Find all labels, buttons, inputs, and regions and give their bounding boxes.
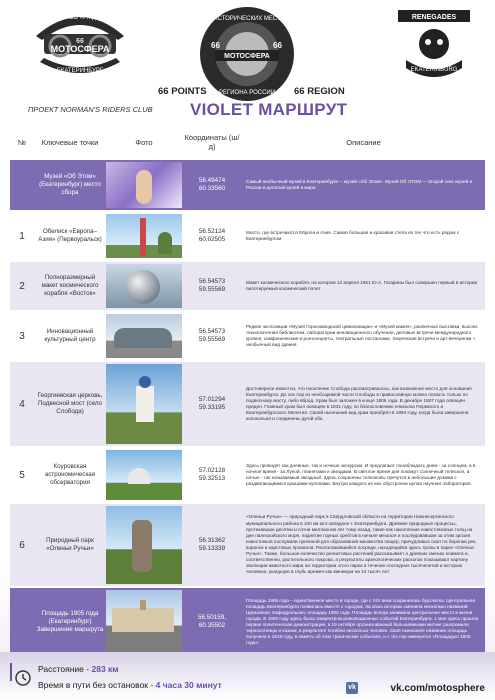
historical-places-logo bbox=[197, 4, 297, 104]
row-name: Коуровская астрономическая обсерватория bbox=[44, 462, 96, 487]
header-coords: Координаты (ш/д) bbox=[184, 133, 240, 151]
row-desc: Площадь 1905 года – единственное место в городе, где с XIX века сохранилась брусчатка. Центральная площадь Екатеринбурга появилась вместе с городом. За свою историю сменила несколько названий: Церковная, Кафедральная, площадь 1905 года. Площадь всегда занимала центральное место в жизни города. В 1905 году здесь была эпицентром революционных событий Екатеринбурга. 1 мая здесь прошла первая политическая демонстрация, в 19 октября организованный большевиками митинг разгромили черносотенцы и казаки, в результате погибли несколько человек. Своё нынешнее название площадь получила в 1919 году, в память об этих трагических событиях, и с тех пор именуется «Площадью 1905 года». bbox=[246, 597, 479, 646]
cultural-center-photo bbox=[106, 314, 182, 358]
motosphere-logo bbox=[30, 6, 130, 80]
row-number bbox=[10, 160, 34, 210]
row-coords: 57.01294 59.33195 bbox=[198, 395, 226, 411]
project-title: ПРОЕКТ NORMAN'S RIDERS CLUB bbox=[28, 105, 153, 114]
row-desc: Макет космического корабля, на котором 12 апреля 1961 Ю.А. Гагарины был совершен первый в истории пилотируемый космический полет bbox=[246, 279, 478, 291]
row-name: Инновационный культурный центр bbox=[44, 327, 96, 343]
table-row bbox=[10, 504, 485, 586]
row-photo bbox=[106, 588, 182, 656]
row-coords: 56.54573 59.55569 bbox=[198, 327, 226, 343]
vk-icon: vk bbox=[346, 682, 358, 694]
park-photo bbox=[106, 506, 182, 584]
obelisk-photo bbox=[106, 214, 182, 258]
row-name: Георгиевская церковь, Подвесной мост (село Слобода) bbox=[37, 391, 103, 416]
row-coords: 56.54573 59.55569 bbox=[198, 277, 226, 293]
row-photo bbox=[106, 262, 182, 310]
table-row bbox=[10, 362, 485, 446]
table-row bbox=[10, 160, 485, 210]
row-desc: Самый необычный музей в Екатеринбурге – музей «Об Этом». Музей Об ЭТОМ — второй секс музей в России и десятый музей в мире. bbox=[246, 178, 473, 190]
header-desc: Описание bbox=[346, 137, 381, 147]
time-line bbox=[38, 680, 222, 690]
row-number: 4 bbox=[19, 398, 25, 410]
row-name: Природный парк «Оленьи Ручьи» bbox=[46, 536, 94, 552]
row-coords: 56.31362 59.13339 bbox=[198, 536, 226, 552]
logo-center-top-text: ИСТОРИЧЕСКИХ МЕСТ bbox=[213, 16, 281, 22]
row-photo bbox=[106, 362, 182, 446]
museum-photo bbox=[106, 162, 182, 208]
square-photo bbox=[106, 590, 182, 654]
row-number: 5 bbox=[19, 469, 25, 481]
renegades-logo bbox=[392, 6, 476, 80]
table-row bbox=[10, 312, 485, 360]
table-row bbox=[10, 588, 485, 656]
row-desc: Достоверное известно, что поселение Слобода рассматривалось, как возможное место для основания Екатеринбурга. До сих пор из необозримой части Слободы в православную можно попасть только по подвесному мосту, либо вброд. Храм был заложен в конце 1806 года. В декабре 1807 года освящён придел. Главный храм был освящён в 1831 году, по благословению епископа Пермского и Екатеринбургского Мелетия. Своей нынешний вид храм приобрёл в 1894 году, когда была завершена колокольня и соединены дугой оба bbox=[246, 385, 472, 422]
row-desc: Редкие экспозиции «Музей Горнозаводской цивилизации» и «Музей камня», различные выставки, высоко технологичная библиотека, лаборатории инновационного обучения, деловые встречи международного уровня, симфонические и рок-концерты, театральные постановки, творческие встречи и арт-вечеринки + необычный вид здания. bbox=[246, 323, 478, 348]
observatory-photo bbox=[106, 450, 182, 500]
table-row bbox=[10, 262, 485, 310]
time-label: Время в пути без остановок - bbox=[38, 680, 154, 690]
logo-left-top-text: СРОО «РМД» bbox=[60, 15, 100, 21]
row-name: Музей «Об Этом» (Екатеринбург) место сбора bbox=[39, 172, 101, 197]
row-desc: «Оленьи Ручьи» — природный парк в Свердловской области на территории Нижнесергинского муниципального района в 100 км юго-западнее г. Екатеринбурга. Древние природные процессы, протекавшие десятки и сотни миллионов лет тому назад, такие как накопление известняковых толщ на дне палеозойского моря, поднятие горных хребтов в начале мезозоя и последовавшая за этим эрозия известняков послужили причиной для образования множества пещер, причудливых скал по берегам рек, воронок и карстовых провалов. Расположившийся посреди, находящийся здесь тропы в парке «Оленьи Ручьи». Также, большое количество реликтовых растений рассказывает о древних сменах климата и, соответственно, растительного покрова, а результаты археологических раскопок показывают картину эволюции животного мира на территории этого парка в течение последних тысячелетий и историю человека, ушедшую в глубь времен как минимум на 14 тысяч лет. bbox=[246, 514, 477, 575]
row-number: 1 bbox=[19, 230, 25, 242]
table-header bbox=[10, 126, 485, 158]
row-desc: Здесь проводят как дневные, так и ночные экскурсии. И предлагают понаблюдать днем - за солнцем, а в ночное время - за Луной, планетами и звездами. В светлое время дня покажут солнечный телескоп, а ночью - так называемый звездный. Здесь сохранены телескопы прячутся в небольшие домики с раздвигающимися крышами-куполами. Внутри каждого из них обустроена целая научная лаборатория. bbox=[246, 462, 476, 487]
row-photo bbox=[106, 504, 182, 586]
footer-accent-bar bbox=[10, 663, 12, 681]
row-coords: 56.52124 60.02505 bbox=[198, 227, 226, 243]
row-name: Площадь 1905 года (Екатеринбург) Завершение маршрута bbox=[36, 609, 104, 634]
row-photo bbox=[106, 212, 182, 260]
distance-value: 283 км bbox=[91, 664, 119, 674]
row-photo bbox=[106, 160, 182, 210]
row-number: 2 bbox=[19, 280, 25, 292]
row-coords: 57.02128 59.32513 bbox=[198, 466, 226, 482]
distance-label: Расстояние - bbox=[38, 664, 90, 674]
time-value: 4 часа 30 минут bbox=[155, 680, 222, 690]
row-name: Полноразмерный макет космического корабля «Восток» bbox=[41, 273, 99, 298]
header-name: Ключевые точки bbox=[41, 137, 99, 147]
row-photo bbox=[106, 448, 182, 502]
row-coords: 56.49474 60.33560 bbox=[198, 176, 226, 192]
logo-center-bottom-text: РЕГИОНА РОССИИ bbox=[218, 90, 276, 96]
vostok-photo bbox=[106, 264, 182, 308]
logo-center-num-left: 66 bbox=[211, 41, 220, 50]
logo-right-top-text: RENEGADES bbox=[411, 14, 457, 21]
logo-left-badge: 66 bbox=[76, 38, 84, 45]
row-number: 6 bbox=[19, 539, 25, 551]
distance-line bbox=[38, 664, 119, 674]
clock-icon bbox=[15, 670, 31, 686]
row-number bbox=[10, 588, 34, 656]
logo-left-main-text: МОТОСФЕРА bbox=[50, 44, 110, 54]
logo-center-main-text: МОТОСФЕРА bbox=[224, 53, 270, 60]
logo-right-bottom-text: EKATERINBURG bbox=[410, 67, 458, 73]
header-num: № bbox=[17, 137, 27, 147]
church-photo bbox=[106, 364, 182, 444]
points-label: 66 POINTS bbox=[158, 86, 207, 97]
region-label: 66 REGION bbox=[294, 86, 345, 97]
logo-center-num-right: 66 bbox=[273, 41, 282, 50]
row-coords: 56.50159, 60.35502 bbox=[197, 613, 226, 629]
table-row bbox=[10, 448, 485, 502]
logo-left-bottom-text: ЕКАТЕРИНБУРГ bbox=[56, 68, 104, 74]
row-name: Обелиск «Европа–Азия» (Первоуральск) bbox=[38, 227, 102, 243]
row-photo bbox=[106, 312, 182, 360]
route-title: VIOLET МАРШРУТ bbox=[190, 100, 348, 119]
row-number: 3 bbox=[19, 330, 25, 342]
table-row bbox=[10, 212, 485, 260]
row-desc: Место, где встречаются Европа и Азия. Самая большая и красивая стела из тех что есть рядом с Екатеринбургом bbox=[246, 229, 460, 241]
header-photo: Фото bbox=[135, 137, 153, 147]
vk-link[interactable]: vk.com/motosphere bbox=[390, 683, 485, 694]
